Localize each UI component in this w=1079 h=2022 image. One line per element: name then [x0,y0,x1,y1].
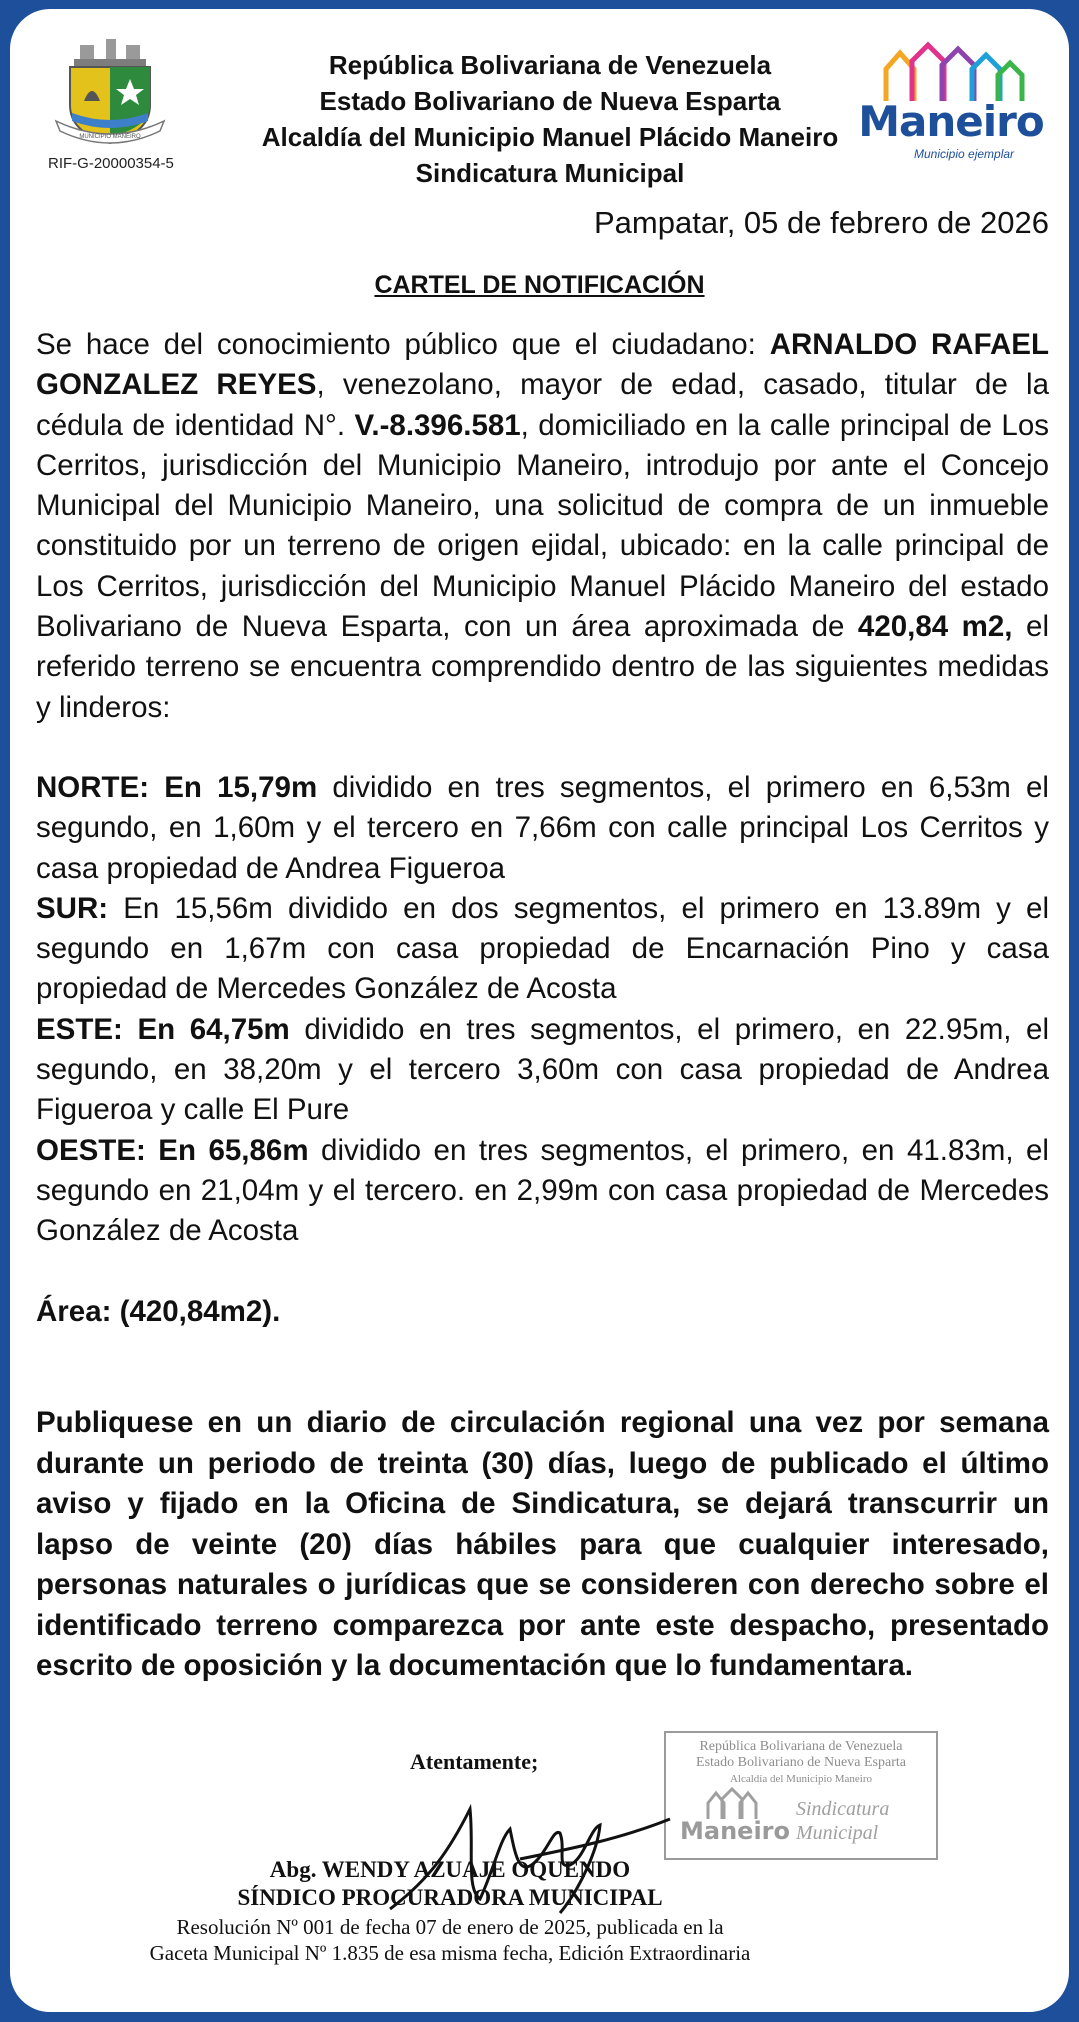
country-line: República Bolivariana de Venezuela [328,50,772,80]
brand-tagline: Municipio ejemplar [914,147,1015,161]
boundary-text: dividido en tres segmentos, el primero en 6,53m el segundo, en 1,60m y el tercero en 7,66m con calle principal Los Cerritos y casa propiedad de Andrea Figueroa [36,770,1049,885]
stamp-logo-icon [702,1787,762,1821]
stamp-dept-line-2: Municipal [796,1822,879,1844]
boundary-label: OESTE: En 65,86m [36,1133,309,1167]
stamp-line-1: República Bolivariana de Venezuela [699,1739,903,1754]
boundary-text: dividido en tres segmentos, el primero, en 22.95m, el segundo, en 38,20m y el tercero 3,60m con casa propiedad de Andrea Figueroa y calle El Pure [36,1012,1050,1127]
official-stamp [664,1731,938,1860]
land-area: 420,84 m2, [857,610,1013,644]
maneiro-logo [856,39,1046,169]
resolution-line-1: Resolución Nº 001 de fecha 07 de enero de 2025, publicada en la [176,1915,724,1939]
salutation: Atentamente; [410,1749,539,1774]
applicant-id: V.-8.396.581 [354,408,521,442]
header [10,9,1069,209]
stamp-brand: Maneiro [680,1817,790,1845]
notice-page [10,9,1069,2012]
intro-text: el referido terreno se encuentra comprendido dentro de las siguientes medidas y linderos: [36,610,1049,724]
notice-body [36,325,1049,1332]
rif-number: RIF-G-20000354-5 [48,155,174,172]
signatory-title: SÍNDICO PROCURADORA MUNICIPAL [237,1885,663,1910]
state-line: Estado Bolivariano de Nueva Esparta [319,86,781,116]
mayoralty-line: Alcaldía del Municipio Manuel Plácido Maneiro [261,122,839,152]
resolution-line-2: Gaceta Municipal Nº 1.835 de esa misma fecha, Edición Extraordinaria [149,1941,751,1965]
notice-date: Pampatar, 05 de febrero de 2026 [594,205,1049,240]
stamp-line-2: Estado Bolivariano de Nueva Esparta [696,1755,906,1770]
boundary-south [36,889,1049,1010]
publication-order: Publiquese en un diario de circulación regional una vez por semana durante un periodo de treinta (30) días, luego de publicado el último aviso y fijado en la Oficina de Sindicatura, se dejará transcurrir un lapso de veinte (20) días hábiles para que cualquier interesado, personas naturales o jurídicas que se consideren con derecho sobre el identificado terreno comparezca por ante este despacho, presentado escrito de oposición y la documentación que lo fundamentara. [36,1406,1049,1682]
boundary-text: En 15,56m dividido en dos segmentos, el primero en 13.89m y el segundo en 1,67m con casa propiedad de Encarnación Pino y casa propiedad de Mercedes González de Acosta [36,891,1049,1006]
stamp-department [796,1797,926,1845]
department-line: Sindicatura Municipal [415,158,685,188]
intro-text: Se hace del conocimiento público que el ciudadano: [36,328,770,361]
applicant-name: ARNALDO RAFAEL GONZALEZ REYES [36,328,1049,402]
boundary-west [36,1131,1049,1252]
boundary-east [36,1010,1049,1131]
shield-ribbon-text: MUNICIPIO MANEIRO [79,134,141,140]
boundary-label: NORTE: En 15,79m [36,770,318,804]
signatory-name: Abg. WENDY AZUAJE OQUENDO [269,1857,631,1882]
boundary-north [36,768,1049,889]
total-area [36,1292,1049,1332]
boundary-label: SUR: [36,891,109,925]
boundary-text: dividido en tres segmentos, el primero, en 41.83m, el segundo en 21,04m y el tercero. en 2,99m con casa propiedad de Mercedes González de Acosta [36,1133,1049,1248]
intro-text: , domiciliado en la calle principal de Los Cerritos, jurisdicción del Municipio Maneiro, introdujo por ante el Concejo Municipal del Municipio Maneiro, una solicitud de compra de un inmueble constituido por un terreno de origen ejidal, ubicado: en la calle principal de Los Cerritos, jurisdicción del Municipio Manuel Plácido Maneiro del estado Bolivariano de Nueva Esparta, con un área aproximada de [36,408,1049,644]
intro-paragraph [36,325,1049,728]
stamp-line-3: Alcaldía del Municipio Maneiro [729,1773,873,1785]
notice-title: CARTEL DE NOTIFICACIÓN [374,271,705,299]
brand-name: Maneiro [858,97,1044,146]
stamp-dept-line-1: Sindicatura [796,1798,890,1820]
total-area-text: Área: (420,84m2). [36,1294,281,1328]
municipal-shield-icon [50,35,170,155]
issuer-heading [220,47,880,191]
intro-text: , venezolano, mayor de edad, casado, titular de la cédula de identidad N°. [36,368,1049,442]
boundary-label: ESTE: En 64,75m [36,1012,290,1046]
